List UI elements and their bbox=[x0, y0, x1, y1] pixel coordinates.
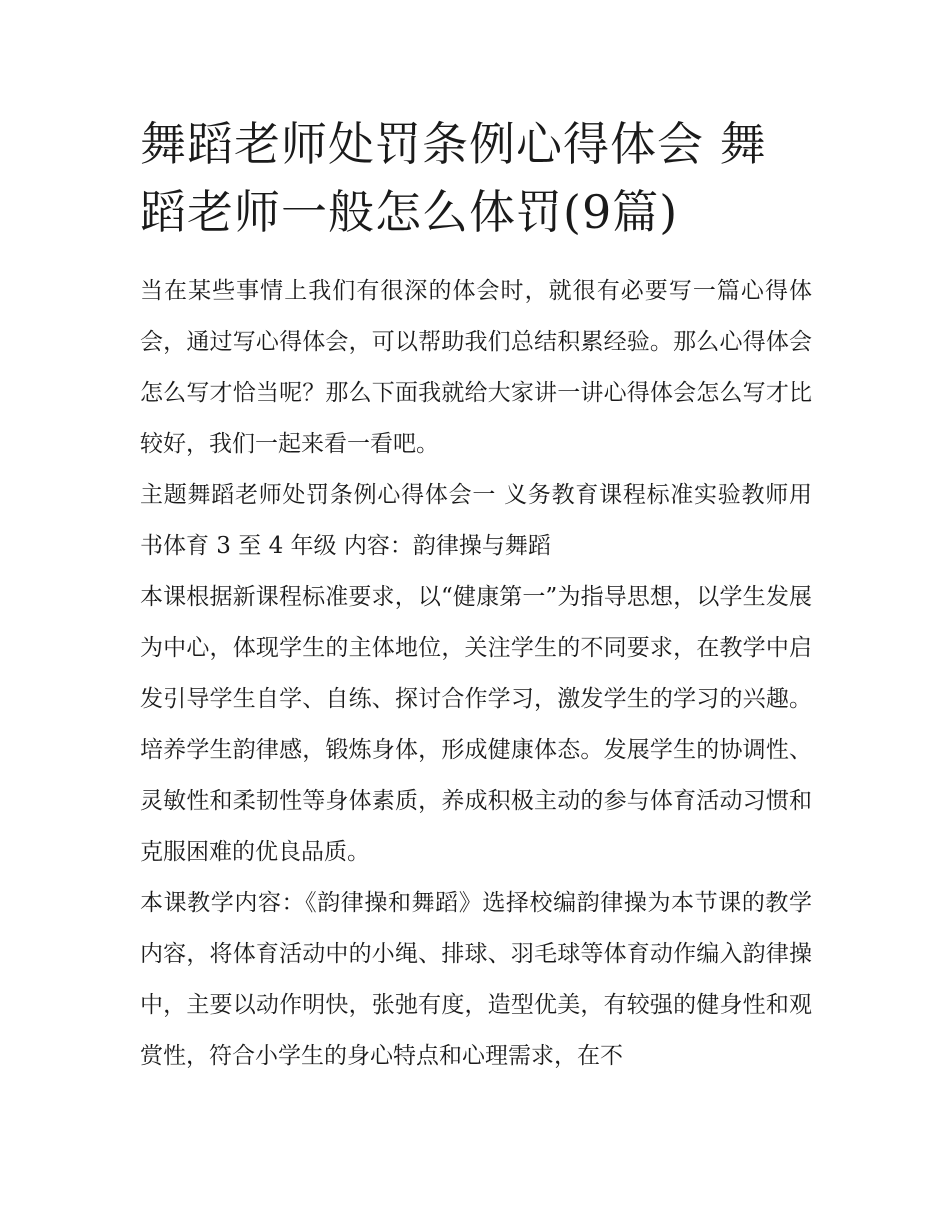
body-paragraph: 本课根据新课程标准要求，以“健康第一”为指导思想，以学生发展为中心，体现学生的主体地位，关注学生的不同要求，在教学中启发引导学生自学、自练、探讨合作学习，激发学生的学习的兴趣。培养学生韵律感，锻炼身体，形成健康体态。发展学生的协调性、灵敏性和柔韧性等身体素质，养成积极主动的参与体育活动习惯和克服困难的优良品质。 bbox=[140, 584, 812, 865]
document-title: 舞蹈老师处罚条例心得体会 舞蹈老师一般怎么体罚(9篇) bbox=[140, 117, 767, 239]
content-paragraph: 本课教学内容：《韵律操和舞蹈》选择校编韵律操为本节课的教学内容，将体育活动中的小绳、排球、羽毛球等体育动作编入韵律操中，主要以动作明快，张弛有度，造型优美，有较强的健身性和观赏性，符合小学生的身心特点和心理需求，在不 bbox=[140, 890, 812, 1069]
intro-paragraph: 当在某些事情上我们有很深的体会时，就很有必要写一篇心得体会，通过写心得体会，可以帮助我们总结积累经验。那么心得体会怎么写才恰当呢？那么下面我就给大家讲一讲心得体会怎么写才比较好，我们一起来看一看吧。 bbox=[140, 278, 812, 457]
document-page bbox=[140, 110, 812, 1082]
topic-paragraph: 主题舞蹈老师处罚条例心得体会一 义务教育课程标准实验教师用书体育 3 至 4 年级 内容：韵律操与舞蹈 bbox=[140, 482, 812, 559]
